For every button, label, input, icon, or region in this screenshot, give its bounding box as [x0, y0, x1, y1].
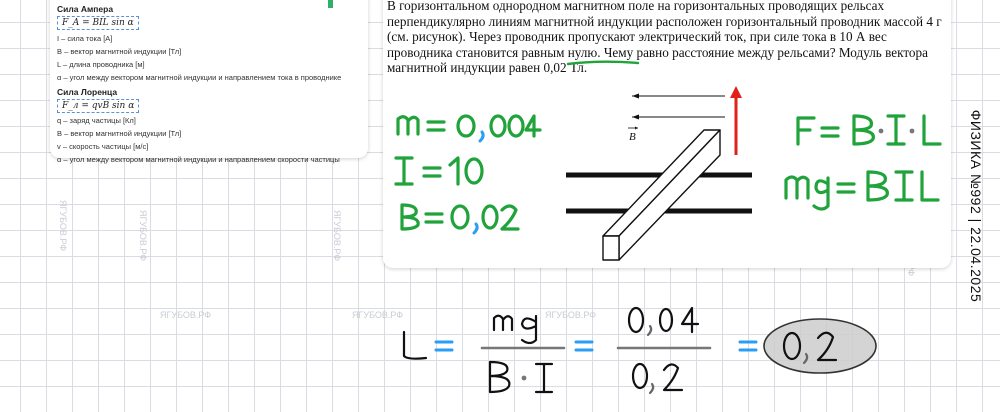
- underline-mark: [568, 62, 638, 64]
- lorentz-line-velocity: v – скорость частицы [м/с]: [57, 142, 149, 151]
- result-oval: [764, 319, 876, 373]
- ampere-force-arrow: [730, 86, 742, 155]
- formula-force: [798, 116, 940, 144]
- side-label: ФИЗИКА №992 | 22.04.2025: [968, 109, 984, 303]
- given-induction: [402, 205, 518, 233]
- lorentz-force-title: Сила Лоренца: [57, 87, 118, 97]
- ampere-line-angle: α – угол между вектором магнитной индукции и направлением тока в проводнике: [57, 73, 342, 82]
- watermark: ЯГУБОВ.РФ: [332, 210, 342, 262]
- lorentz-line-charge: q – заряд частицы [Кл]: [57, 116, 136, 125]
- lorentz-formula: F_л = qvB sin α: [57, 99, 139, 113]
- lorentz-line-induction: B – вектор магнитной индукции [Тл]: [57, 129, 182, 138]
- solution-lhs: [404, 332, 452, 359]
- watermark: ЯГУБОВ.РФ: [138, 210, 148, 262]
- watermark: ЯГУБОВ.РФ: [160, 310, 212, 320]
- ampere-line-induction: B – вектор магнитной индукции [Тл]: [57, 47, 182, 56]
- formula-equality: [786, 172, 938, 209]
- magnetic-field-lines: [632, 94, 725, 120]
- equals-sign-2: [740, 342, 756, 350]
- watermark: ЯГУБОВ.РФ: [352, 310, 404, 320]
- watermark: ЯГУБОВ.РФ: [545, 310, 597, 320]
- ampere-line-length: L – длина проводника [м]: [57, 60, 145, 69]
- ampere-formula: F_A = BIL sin α: [57, 16, 139, 30]
- given-mass: [398, 116, 540, 141]
- equals-sign-1: [576, 342, 592, 350]
- watermark: ЯГУБОВ.РФ: [58, 200, 68, 252]
- vector-b-label: [628, 127, 638, 144]
- lorentz-line-angle: α – угол между вектором магнитной индукции и направлением скорости частицы: [57, 155, 340, 164]
- ampere-line-current: I – сила тока [А]: [57, 34, 113, 43]
- conductor-bar: [603, 130, 720, 260]
- given-current: [396, 158, 482, 184]
- vector-b-text: B: [629, 131, 636, 143]
- ampere-force-title: Сила Ампера: [57, 4, 114, 14]
- problem-text: В горизонтальном однородном магнитном поле на горизонтальных проводящих рельсах перпендикулярно линиям магнитной индукции расположен горизонтальный проводник массой 4 г (см. рисунок). Через проводник пропускают электрический ток, при силе тока в 10 А вес проводника становится равным нулю. Чему равно расстояние между рельсами? Модуль вектора магнитной индукции равен 0,02 Тл.: [387, 0, 942, 75]
- fraction-numeric: [618, 308, 710, 393]
- fraction-symbolic: [482, 316, 564, 392]
